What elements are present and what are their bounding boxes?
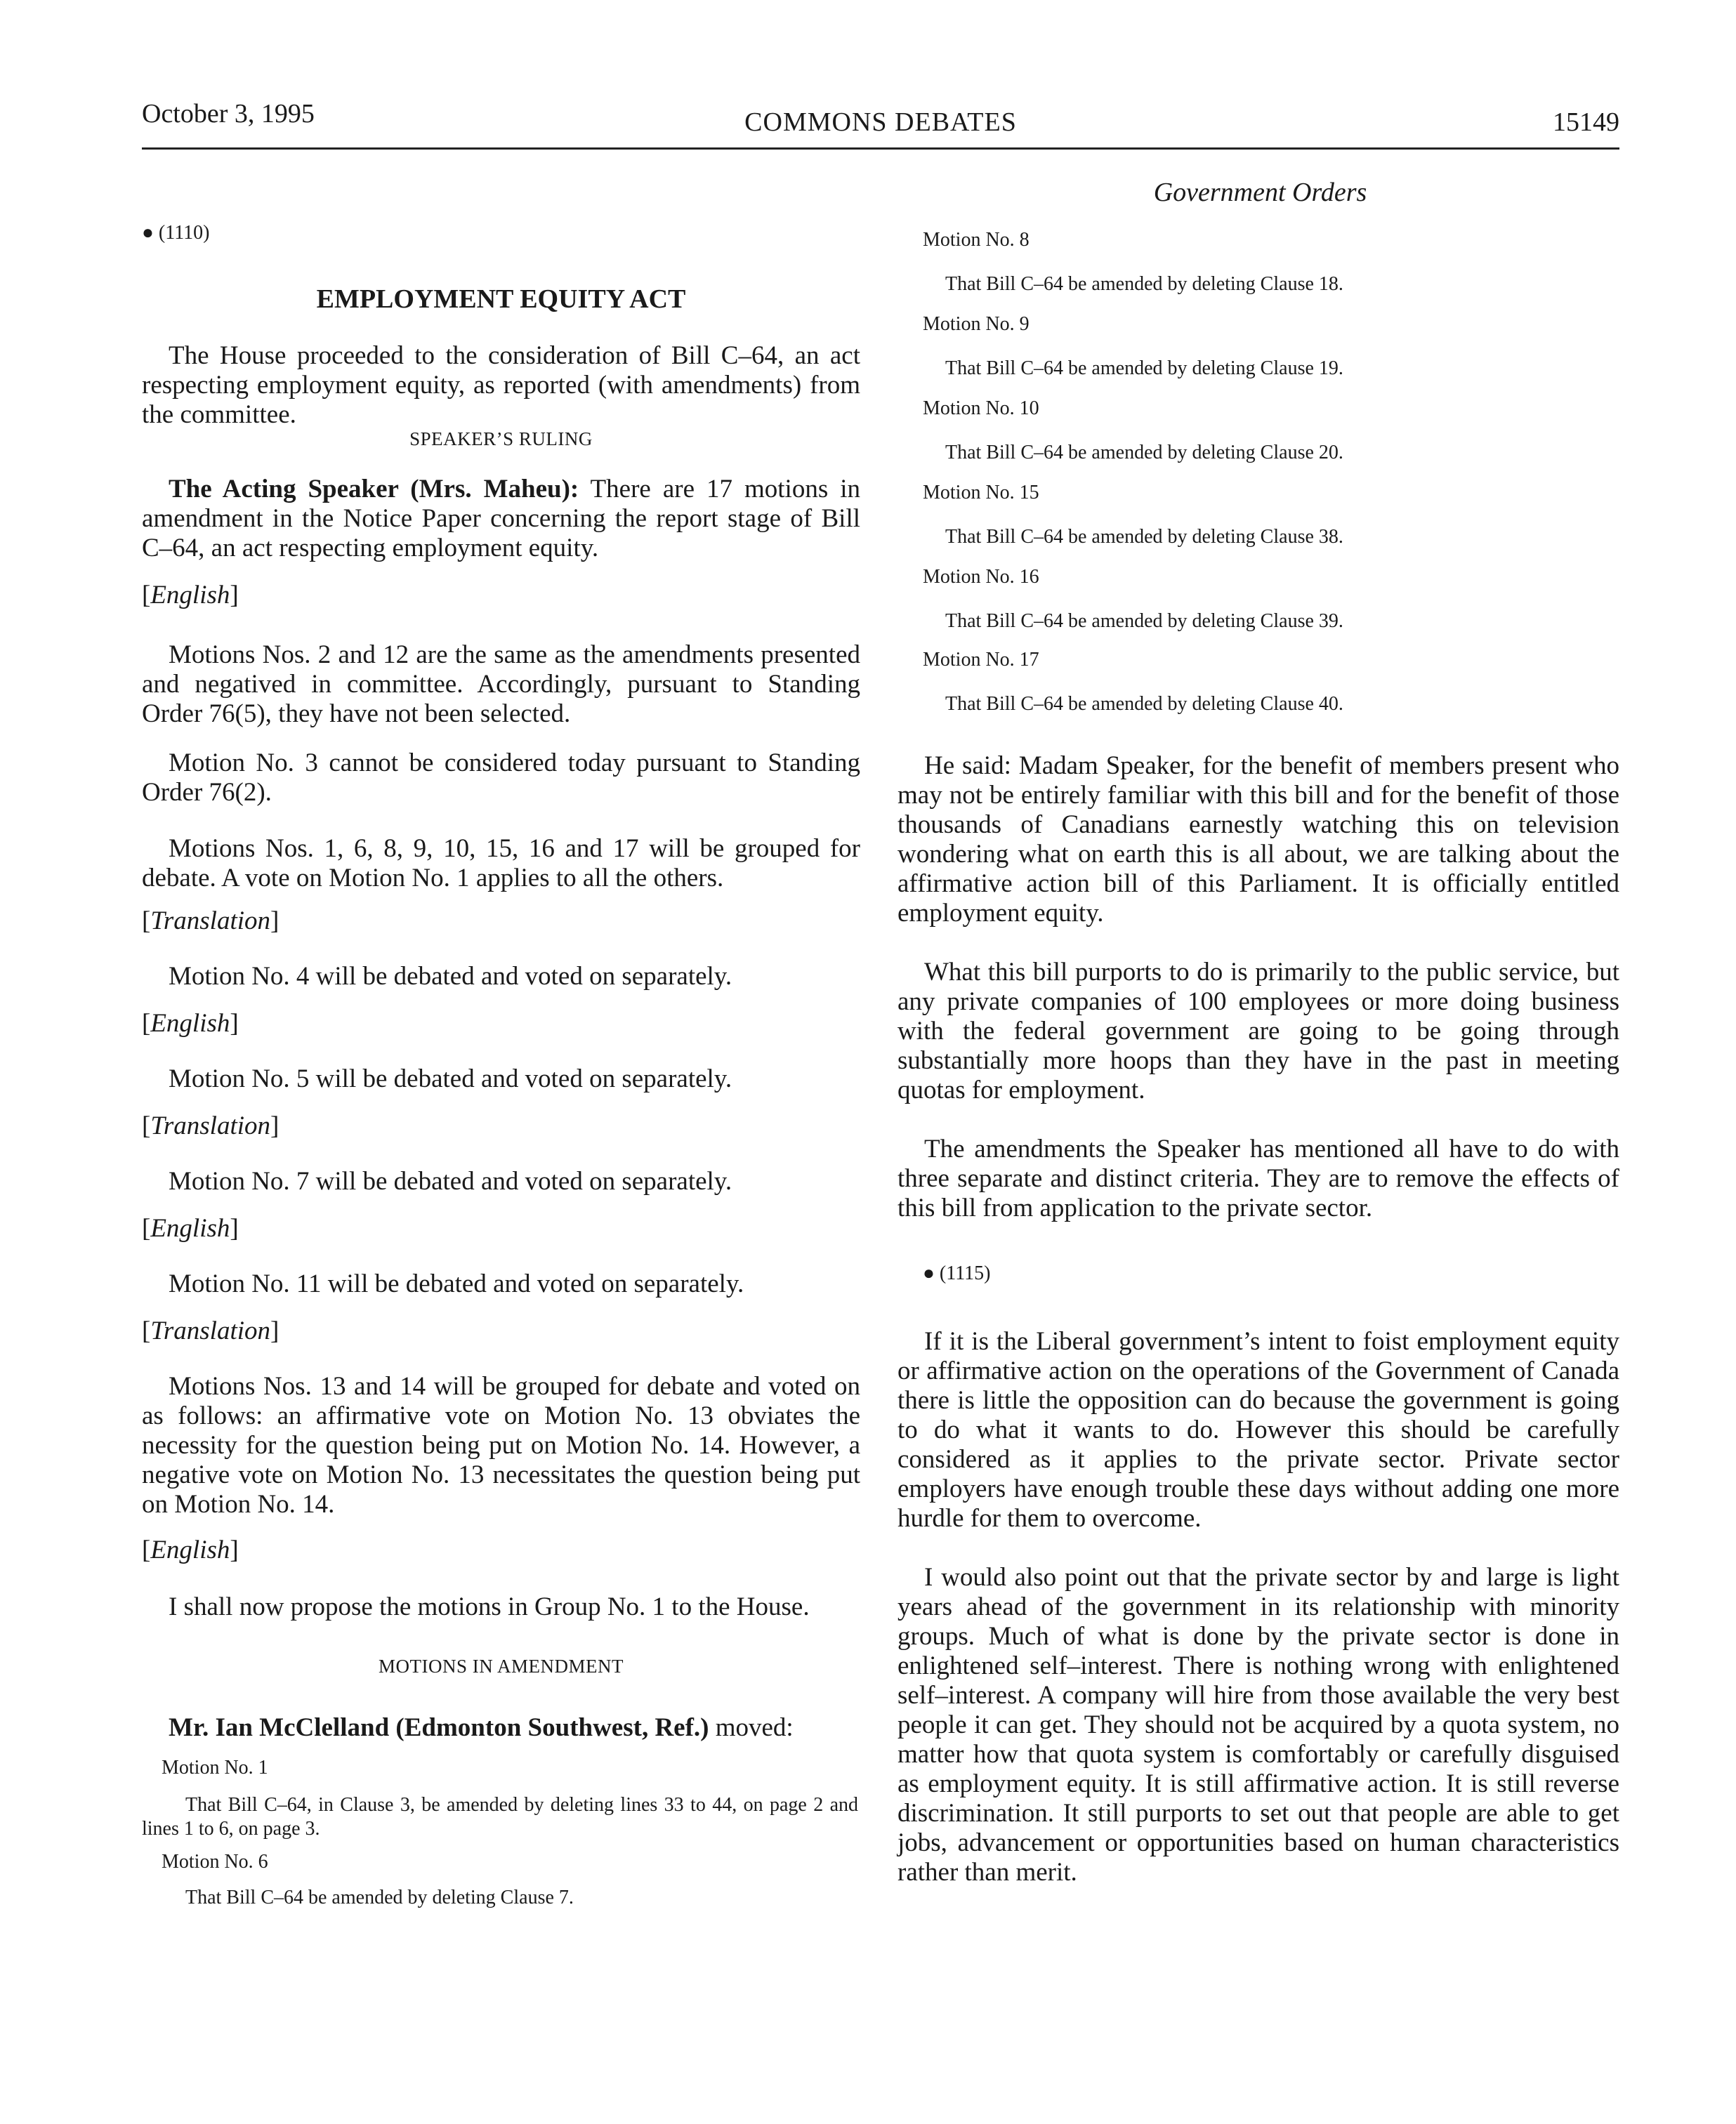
speech-paragraph: The amendments the Speaker has mentioned all have to do with three separate and distinct criteria. They are to remove the effects of this bill from application to the private sector. (897, 1135, 1619, 1222)
speaker-paragraph (142, 475, 860, 563)
motion-label: Motion No. 9 (923, 313, 1030, 335)
motion-label: Motion No. 10 (923, 397, 1039, 419)
paragraph-propose: I shall now propose the motions in Group No. 1 to the House. (169, 1592, 810, 1621)
paragraph-group: Motions Nos. 1, 6, 8, 9, 10, 15, 16 and 17 will be grouped for debate. A vote on Motion No. 1 applies to all the others. (142, 834, 860, 892)
header-date: October 3, 1995 (142, 99, 315, 128)
paragraph-motion-7: Motion No. 7 will be debated and voted on separately. (169, 1167, 732, 1196)
motion-label: Motion No. 1 (162, 1757, 268, 1779)
language-tag: [Translation] (142, 1317, 280, 1345)
time-marker-1115: ● (1115) (923, 1262, 991, 1284)
debate-heading: EMPLOYMENT EQUITY ACT (316, 284, 686, 314)
motions-in-amendment-heading: MOTIONS IN AMENDMENT (379, 1656, 624, 1677)
motion-text: That Bill C–64 be amended by deleting Clause 19. (945, 357, 1343, 379)
motion-text: That Bill C–64 be amended by deleting Clause 18. (945, 273, 1343, 295)
speaker-text: There are 17 motions in amendment in the Notice Paper concerning the report stage of Bill C–64, an act respecting employment equity. (142, 475, 860, 562)
motion-text: That Bill C–64 be amended by deleting Clause 38. (945, 526, 1343, 548)
paragraph-motions-13-14: Motions Nos. 13 and 14 will be grouped for debate and voted on as follows: an affirmative vote on Motion No. 13 obviates the necessity for the question being put on Motion No. 14. However, a negative vote on Motion No. 13 necessitates the question being put on Motion No. 14. (142, 1372, 860, 1519)
header-page-number: 15149 (1553, 107, 1619, 137)
paragraph-motions-2-12: Motions Nos. 2 and 12 are the same as the amendments presented and negatived in committee. Accordingly, pursuant to Standing Order 76(5), they have not been selected. (142, 640, 860, 728)
paragraph-motion-4: Motion No. 4 will be debated and voted on separately. (169, 962, 732, 991)
motion-text: That Bill C–64 be amended by deleting Clause 20. (945, 442, 1343, 463)
language-tag: [English] (142, 1536, 239, 1564)
speech-paragraph: I would also point out that the private sector by and large is light years ahead of the government in its relationship with minority groups. Much of what is done by the private sector is done in enlightened self–interest. There is nothing wrong with enlightened self–interest. A company will hire from those available the very best people it can get. They should not be acquired by a quota system, no matter how that quota system is comfortably or carefully disguised as employment equity. It is still affirmative action. It is still reverse discrimination. It still purports to set out that people are able to get jobs, advancement or opportunities based on human characteristics rather than merit. (897, 1563, 1619, 1887)
motion-label: Motion No. 6 (162, 1851, 268, 1873)
motion-label: Motion No. 15 (923, 482, 1039, 503)
language-tag: [English] (142, 1214, 239, 1243)
motion-text: That Bill C–64 be amended by deleting Clause 39. (945, 610, 1343, 632)
paragraph-motion-3: Motion No. 3 cannot be considered today pursuant to Standing Order 76(2). (142, 748, 860, 807)
time-marker-1110: ● (1110) (142, 222, 210, 244)
language-tag: [Translation] (142, 1112, 280, 1140)
section-header: Government Orders (1153, 178, 1367, 207)
ruling-heading: SPEAKER’S RULING (409, 428, 593, 449)
intro-paragraph: The House proceeded to the consideration of Bill C–64, an act respecting employment equity, as reported (with amendments) from the committee. (142, 341, 860, 429)
paragraph-motion-11: Motion No. 11 will be debated and voted on separately. (169, 1269, 744, 1298)
page-header (142, 98, 1619, 150)
language-tag: [Translation] (142, 906, 280, 935)
motion-label: Motion No. 17 (923, 649, 1039, 671)
speech-paragraph: What this bill purports to do is primarily to the public service, but any private companies of 100 employees or more doing business with the federal government are going to be going through substantially more hoops than they have in the past in meeting quotas for employment. (897, 958, 1619, 1104)
language-tag: [English] (142, 1009, 239, 1038)
mover-name: Mr. Ian McClelland (Edmonton Southwest, Ref.) (169, 1713, 709, 1742)
speaker-name: The Acting Speaker (Mrs. Maheu): (169, 475, 579, 503)
motion-label: Motion No. 8 (923, 229, 1030, 251)
paragraph-motion-5: Motion No. 5 will be debated and voted on separately. (169, 1064, 732, 1093)
language-tag: [English] (142, 581, 239, 609)
motion-text: That Bill C–64 be amended by deleting Clause 40. (945, 693, 1343, 715)
mover-verb: moved: (709, 1713, 794, 1742)
motion-text: That Bill C–64, in Clause 3, be amended by deleting lines 33 to 44, on page 2 and lines 1 to 6, on page 3. (142, 1794, 858, 1840)
mover-line (142, 1713, 860, 1743)
motion-label: Motion No. 16 (923, 566, 1039, 588)
header-publication: COMMONS DEBATES (744, 107, 1017, 137)
speech-paragraph: He said: Madam Speaker, for the benefit of members present who may not be entirely familiar with this bill and for the benefit of those thousands of Canadians earnestly watching this on television wondering what on earth this is all about, we are talking about the affirmative action bill of this Parliament. It is officially entitled employment equity. (897, 751, 1619, 928)
motion-text: That Bill C–64 be amended by deleting Clause 7. (185, 1887, 574, 1908)
speech-paragraph: If it is the Liberal government’s intent to foist employment equity or affirmative action on the operations of the Government of Canada there is little the opposition can do because the government is going to do what it wants to do. However this should be carefully considered as it applies to the private sector. Private sector employers have enough trouble these days without adding one more hurdle for them to overcome. (897, 1327, 1619, 1533)
